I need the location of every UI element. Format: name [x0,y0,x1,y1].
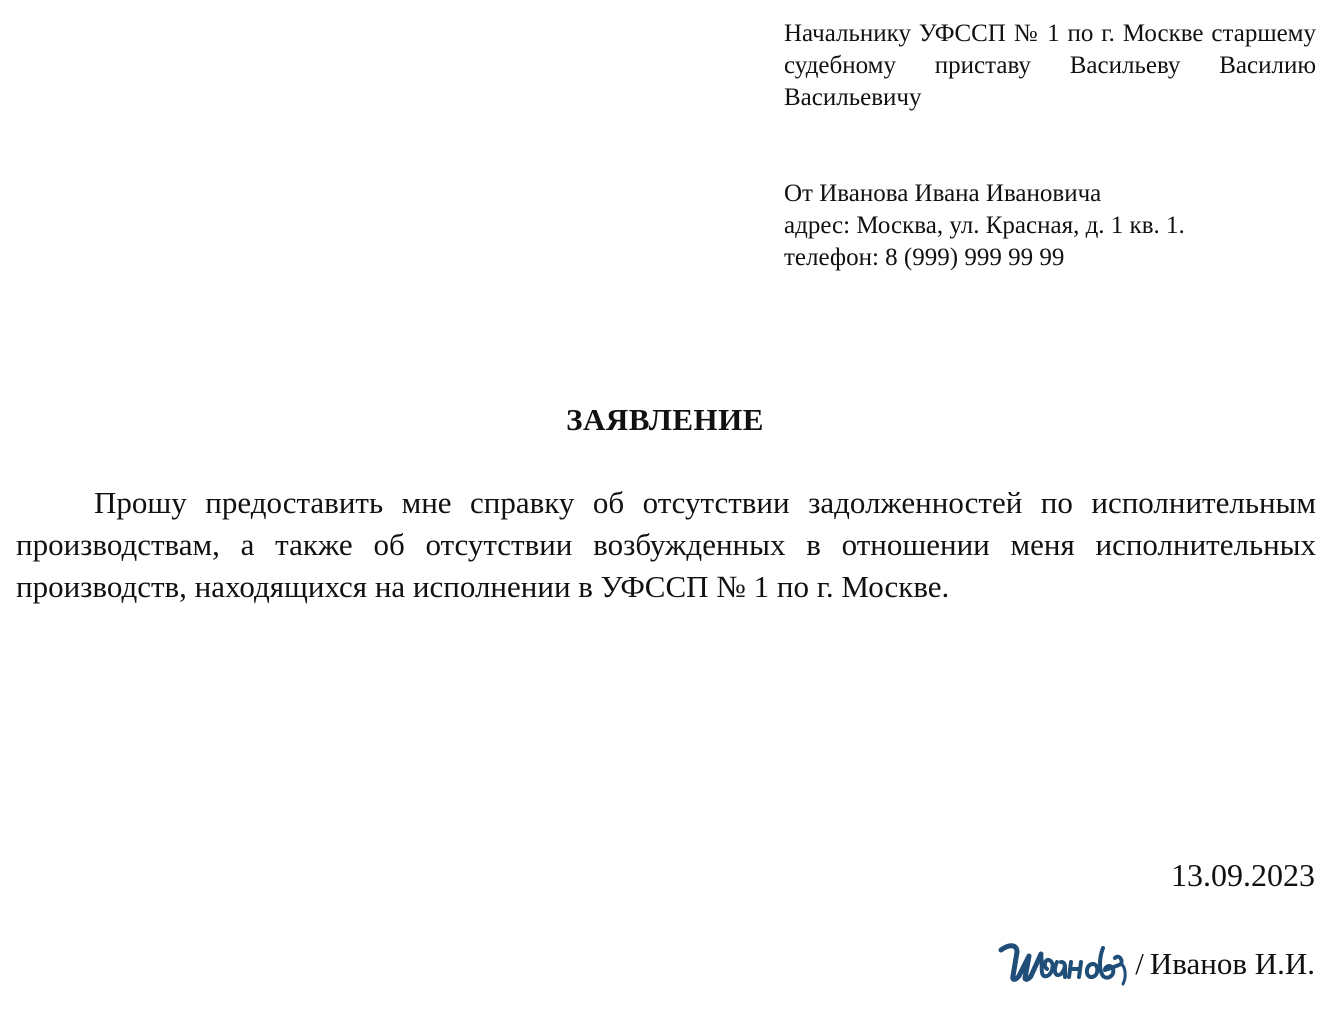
signature-separator: / [1135,946,1144,981]
document-date: 13.09.2023 [1171,857,1315,893]
addressee-block: Начальнику УФССП № 1 по г. Москве старшему судебному приставу Васильеву Василию Васильевичу [784,20,1316,111]
sender-address: адрес: Москва, ул. Красная, д. 1 кв. 1. [784,212,1185,239]
sender-name: От Иванова Ивана Ивановича [784,180,1102,207]
sender-phone: телефон: 8 (999) 999 99 99 [784,244,1065,271]
document-title: ЗАЯВЛЕНИЕ [566,402,764,437]
signature-graphic [995,936,1133,992]
handwritten-signature [995,936,1133,992]
signature-row [995,936,1315,992]
signer-name: Иванов И.И. [1149,946,1315,981]
sender-block [784,178,1316,274]
document-body: Прошу предоставить мне справку об отсутствии задолженностей по исполнительным производствам, а также об отсутствии возбужденных в отношении меня исполнительных производств, находящихся на исполнении в УФССП № 1 по г. Москве. [16,485,1316,604]
